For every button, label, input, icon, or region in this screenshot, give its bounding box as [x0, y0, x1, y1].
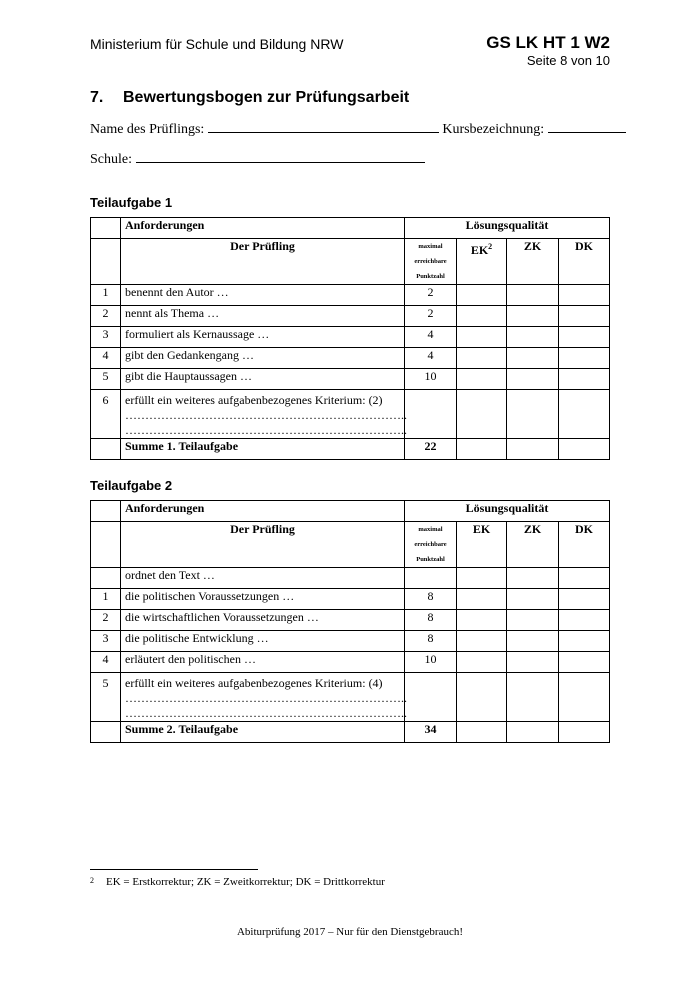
ek-cell[interactable]: [457, 722, 507, 743]
subheader-empty-cell: [91, 522, 121, 568]
page-footer: Abiturprüfung 2017 – Nur für den Dienstgebrauch!: [236, 926, 464, 938]
table-row: [91, 285, 610, 306]
row-text: erläutert den politischen …: [121, 652, 405, 673]
row-number: 3: [91, 631, 121, 652]
zk-cell[interactable]: [507, 369, 559, 390]
course-field[interactable]: [548, 118, 626, 133]
header-empty-cell: [91, 501, 121, 522]
row-max-points: 8: [405, 631, 457, 652]
row-text: die politische Entwicklung …: [121, 631, 405, 652]
header-requirements: Anforderungen: [121, 218, 405, 239]
row-number: 5: [91, 673, 121, 722]
header-quality: Lösungsqualität: [405, 501, 610, 522]
table-row-extra: [91, 390, 610, 439]
row-text: nennt als Thema …: [121, 306, 405, 327]
dk-cell[interactable]: [559, 610, 610, 631]
row-number-empty: [91, 568, 121, 589]
sum-points: 22: [405, 439, 457, 460]
page-number: Seite 8 von 10: [526, 53, 610, 68]
row-number: 3: [91, 327, 121, 348]
ek-cell[interactable]: [457, 390, 507, 439]
dk-cell[interactable]: [559, 285, 610, 306]
row-number: 2: [91, 306, 121, 327]
ek-cell[interactable]: [457, 306, 507, 327]
dk-cell[interactable]: [559, 306, 610, 327]
zk-cell[interactable]: [507, 610, 559, 631]
ek-cell[interactable]: [457, 652, 507, 673]
header-quality: Lösungsqualität: [405, 218, 610, 239]
row-number: 4: [91, 652, 121, 673]
table-subheader-row: [91, 522, 610, 568]
name-line: [90, 118, 626, 138]
ek-cell[interactable]: [457, 610, 507, 631]
table-row: [91, 589, 610, 610]
ek-cell[interactable]: [457, 327, 507, 348]
dk-cell[interactable]: [559, 673, 610, 722]
task2-table: [90, 500, 610, 743]
ek-cell[interactable]: [457, 568, 507, 589]
name-field[interactable]: [208, 118, 439, 133]
row-text-extra: [121, 673, 405, 722]
table-row: [91, 327, 610, 348]
section-title-text: Bewertungsbogen zur Prüfungsarbeit: [123, 89, 410, 106]
footnote-text: EK = Erstkorrektur; ZK = Zweitkorrektur; DK = Drittkorrektur: [106, 876, 385, 888]
dk-cell[interactable]: [559, 348, 610, 369]
header-empty-cell: [91, 218, 121, 239]
header-zk: ZK: [507, 522, 559, 568]
extra-criterion-text: erfüllt ein weiteres aufgabenbezogenes Kriterium: (2): [125, 393, 383, 407]
row-max-points[interactable]: [405, 673, 457, 722]
header-ek: [457, 239, 507, 285]
course-label: Kursbezeichnung:: [442, 122, 545, 137]
row-max-points: 2: [405, 285, 457, 306]
ministry-name: Ministerium für Schule und Bildung NRW: [90, 36, 344, 52]
row-max-points: 4: [405, 348, 457, 369]
ek-cell[interactable]: [457, 589, 507, 610]
table-row: [91, 631, 610, 652]
table-row: [91, 348, 610, 369]
row-number: 4: [91, 348, 121, 369]
ek-cell[interactable]: [457, 673, 507, 722]
school-line: [90, 148, 425, 168]
task1-title: Teilaufgabe 1: [90, 195, 173, 210]
row-number: 2: [91, 610, 121, 631]
header-ek: EK: [457, 522, 507, 568]
row-max-points: 10: [405, 369, 457, 390]
dotted-line: ……………………………………………………………..: [125, 691, 407, 705]
header-candidate: Der Prüfling: [121, 522, 405, 568]
task2-title: Teilaufgabe 2: [90, 478, 173, 493]
zk-cell[interactable]: [507, 722, 559, 743]
school-label: Schule:: [90, 152, 132, 167]
dk-cell[interactable]: [559, 390, 610, 439]
max-points-line2: erreichbare: [414, 541, 447, 548]
max-points-line2: erreichbare: [414, 258, 447, 265]
table-row: [91, 306, 610, 327]
row-max-points: 10: [405, 652, 457, 673]
row-text: die politischen Voraussetzungen …: [121, 589, 405, 610]
row-max-points: 8: [405, 589, 457, 610]
max-points-line3: Punktzahl: [416, 556, 445, 563]
sum-empty-cell: [91, 439, 121, 460]
dotted-line: ……………………………………………………………..: [125, 408, 407, 422]
header-candidate: Der Prüfling: [121, 239, 405, 285]
dk-cell[interactable]: [559, 568, 610, 589]
header-zk: ZK: [507, 239, 559, 285]
max-points-line3: Punktzahl: [416, 273, 445, 280]
table-row-extra: [91, 673, 610, 722]
header-max-points: [405, 239, 457, 285]
row-text-extra: [121, 390, 405, 439]
zk-cell[interactable]: [507, 568, 559, 589]
row-number: 5: [91, 369, 121, 390]
table-subheader-row: [91, 239, 610, 285]
row-number: 1: [91, 285, 121, 306]
zk-cell[interactable]: [507, 631, 559, 652]
header-ek-label: EK: [470, 243, 489, 257]
row-text: formuliert als Kernaussage …: [121, 327, 405, 348]
dk-cell[interactable]: [559, 722, 610, 743]
header-dk: DK: [559, 522, 610, 568]
zk-cell[interactable]: [507, 306, 559, 327]
document-header: [486, 33, 610, 69]
dk-cell[interactable]: [559, 369, 610, 390]
school-field[interactable]: [136, 148, 425, 163]
footnote-divider: [90, 869, 258, 870]
row-max-points: 8: [405, 610, 457, 631]
zk-cell[interactable]: [507, 285, 559, 306]
section-number: 7.: [90, 89, 104, 106]
sum-label: Summe 2. Teilaufgabe: [121, 722, 405, 743]
row-text: benennt den Autor …: [121, 285, 405, 306]
table-row: [91, 369, 610, 390]
sum-empty-cell: [91, 722, 121, 743]
sum-label: Summe 1. Teilaufgabe: [121, 439, 405, 460]
row-max-points: 4: [405, 327, 457, 348]
zk-cell[interactable]: [507, 652, 559, 673]
sum-points: 34: [405, 722, 457, 743]
dk-cell[interactable]: [559, 652, 610, 673]
table-row-intro: [91, 568, 610, 589]
table-row: [91, 610, 610, 631]
dk-cell[interactable]: [559, 439, 610, 460]
ek-cell[interactable]: [457, 631, 507, 652]
row-text: ordnet den Text …: [121, 568, 405, 589]
name-label: Name des Prüflings:: [90, 122, 205, 137]
table-header-row: [91, 501, 610, 522]
table-row: [91, 652, 610, 673]
task1-table: [90, 217, 610, 460]
dk-cell[interactable]: [559, 631, 610, 652]
dotted-line: ……………………………………………………………..: [125, 706, 407, 720]
zk-cell[interactable]: [507, 589, 559, 610]
row-text: gibt die Hauptaussagen …: [121, 369, 405, 390]
footnote: [90, 876, 385, 888]
ek-cell[interactable]: [457, 369, 507, 390]
row-text: die wirtschaftlichen Voraussetzungen …: [121, 610, 405, 631]
max-points-line1: maximal: [418, 526, 443, 533]
header-max-points: [405, 522, 457, 568]
ek-footnote-mark: 2: [488, 242, 493, 251]
row-number: 6: [91, 390, 121, 439]
sum-row: [91, 439, 610, 460]
footnote-mark: 2: [90, 876, 94, 885]
dk-cell[interactable]: [559, 589, 610, 610]
row-max-points[interactable]: [405, 390, 457, 439]
extra-criterion-text: erfüllt ein weiteres aufgabenbezogenes Kriterium: (4): [125, 676, 383, 690]
dk-cell[interactable]: [559, 327, 610, 348]
header-requirements: Anforderungen: [121, 501, 405, 522]
document-code: GS LK HT 1 W2: [486, 33, 610, 52]
ek-cell[interactable]: [457, 285, 507, 306]
ek-cell[interactable]: [457, 439, 507, 460]
header-dk: DK: [559, 239, 610, 285]
sum-row: [91, 722, 610, 743]
zk-cell[interactable]: [507, 327, 559, 348]
row-text: gibt den Gedankengang …: [121, 348, 405, 369]
zk-cell[interactable]: [507, 673, 559, 722]
zk-cell[interactable]: [507, 439, 559, 460]
row-number: 1: [91, 589, 121, 610]
section-title: [90, 89, 409, 107]
zk-cell[interactable]: [507, 348, 559, 369]
row-max-points: [405, 568, 457, 589]
subheader-empty-cell: [91, 239, 121, 285]
row-max-points: 2: [405, 306, 457, 327]
table-header-row: [91, 218, 610, 239]
ek-cell[interactable]: [457, 348, 507, 369]
max-points-line1: maximal: [418, 243, 443, 250]
zk-cell[interactable]: [507, 390, 559, 439]
dotted-line: ……………………………………………………………..: [125, 423, 407, 437]
